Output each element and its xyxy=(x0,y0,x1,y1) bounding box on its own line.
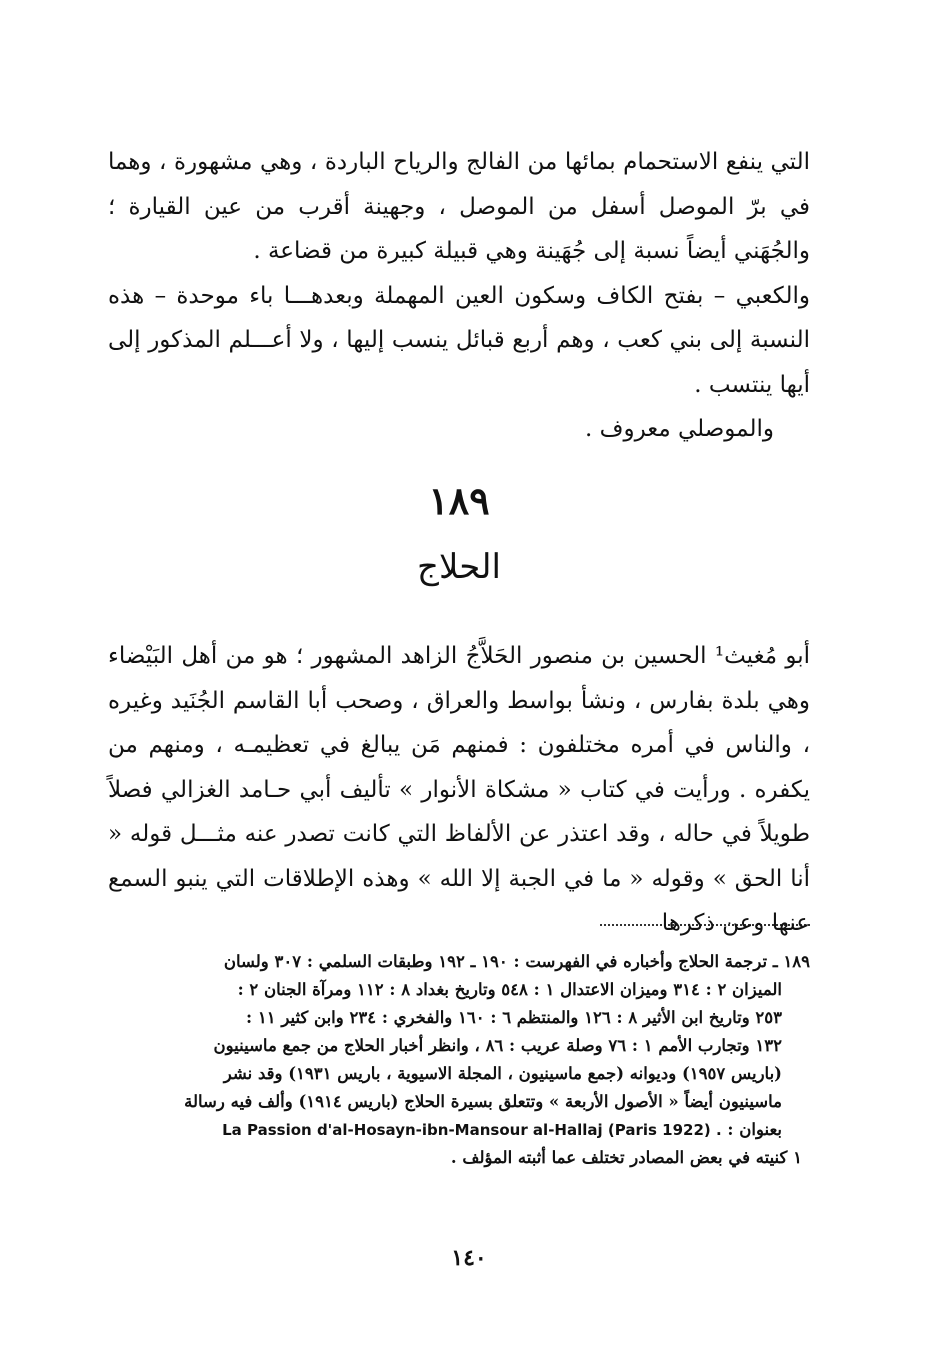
footnote-prefix: بعنوان : xyxy=(727,1120,782,1139)
footnote-line: ١٨٩ ـ ترجمة الحلاج وأخباره في الفهرست : ١٩٠ ـ ١٩٢ وطبقات السلمي : ٣٠٧ ولسان xyxy=(223,952,810,971)
entry-number: ١٨٩ xyxy=(428,478,490,523)
footnote-latin-title: La Passion d'al-Hosayn-ibn-Mansour al-Hallaj (Paris 1922) . xyxy=(222,1121,722,1139)
footnote-last-line xyxy=(108,1116,810,1144)
page-number: ١٤٠ xyxy=(451,1245,487,1271)
previous-entry-continuation xyxy=(108,140,810,442)
paragraph-3: والموصلي معروف . xyxy=(585,416,774,442)
footnote-line: (باريس ١٩٥٧) وديوانه (جمع ماسينيون ، المجلة الاسيوية ، باريس ١٩٣١) وقد نشر xyxy=(223,1064,782,1083)
footnote-line: ماسينيون أيضاً « الأصول الأربعة » وتتعلق بسيرة الحلاج (باريس ١٩١٤) وألف فيه رسالة xyxy=(184,1092,782,1111)
footnote-line: الميزان ٢ : ٣١٤ وميزان الاعتدال ١ : ٥٤٨ وتاريخ بغداد ٨ : ١١٢ ومرآة الجنان ٢ : xyxy=(237,980,782,999)
footnotes xyxy=(108,948,810,1172)
paragraph-1: التي ينفع الاستحمام بمائها من الفالج والرياح الباردة ، وهي مشهورة ، وهما في برّ الموصل أسفل من الموصل ، وجهينة أقرب من عين القيارة ؛ والجُهَني أيضاً نسبة إلى جُهَينة وهي قبيلة كبيرة من قضاعة . xyxy=(108,149,810,264)
footnote-1: ١ كنيته في بعض المصادر تختلف عما أثبته المؤلف . xyxy=(450,1148,802,1167)
entry-body-text: أبو مُغيث¹ الحسين بن منصور الحَلاَّجُ الزاهد المشهور ؛ هو من أهل البَيْضاء وهي بلدة بفارس ، ونشأ بواسط والعراق ، وصحب أبا القاسم الجُنَيد وغيره ، والناس في أمره مختلفون : فمنهم مَن يبالغ في تعظيمـه ، ومنهم من يكفره . ورأيت في كتاب « مشكاة الأنوار » تأليف أبي حـامد الغزالي فصلاً طويلاً في حاله ، وقد اعتذر عن الألفاظ التي كانت تصدر عنه مثـــل قوله « أنا الحق » وقوله « ما في الجبة إلا الله » وهذه الإطلاقات التي ينبو السمع عنها وعن ذكرها xyxy=(108,643,810,936)
paragraph-2: والكعبي – بفتح الكاف وسكون العين المهملة وبعدهـــا باء موحدة – هذه النسبة إلى بني كعب ، وهم أربع قبائل ينسب إليها ، ولا أعـــلم المذكور إلى أيها ينتسب . xyxy=(108,282,810,398)
entry-body xyxy=(108,634,810,936)
footnote-line: ٢٥٣ وتاريخ ابن الأثير ٨ : ١٢٦ والمنتظم ٦ : ١٦٠ والفخري : ٢٣٤ وابن كثير ١١ : xyxy=(246,1008,782,1027)
entry-title: الحلاج xyxy=(417,547,501,587)
footnote-line: ١٣٢ وتجارب الأمم ١ : ٧٦ وصلة عريب : ٨٦ ، وانظر أخبار الحلاج من جمع ماسينيون xyxy=(213,1036,782,1055)
